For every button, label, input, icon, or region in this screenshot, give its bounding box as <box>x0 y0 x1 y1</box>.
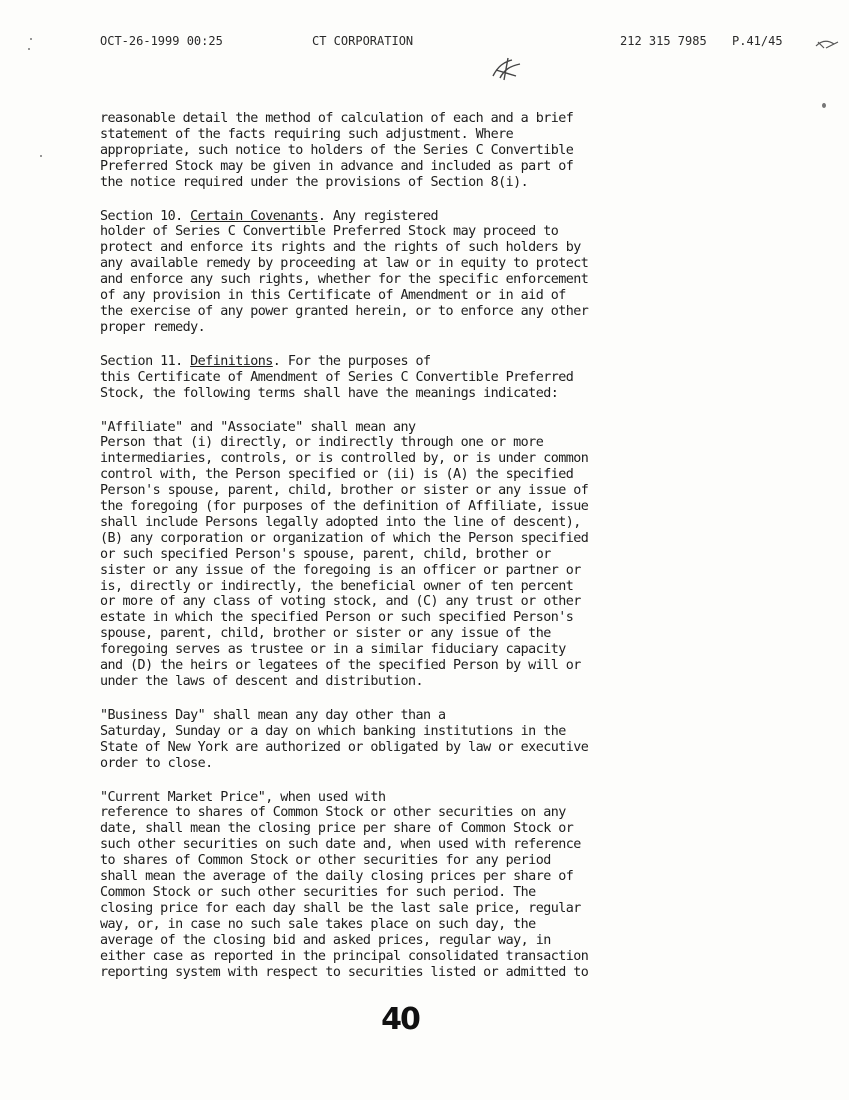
definition-current-market-price: "Current Market Price", when used with reference to shares of Common Stock or other securities on any date, shall mean the closing price per share of Common Stock or such other securities on such date and, when used with reference to shares of Common Stock or other securities for any period shall mean the average of the daily closing prices per share of Common Stock or such other securities for such period. The closing price for each day shall be the last sale price, regular way, or, in case no such sale takes place on such day, the average of the closing bid and asked prices, regular way, in either case as reported in the principal consolidated transaction reporting system with respect to securities listed or admitted to <box>100 789 589 980</box>
corner-mark-icon <box>814 36 842 52</box>
fax-phone: 212 315 7985 <box>620 34 707 48</box>
section-10-label: Section 10. <box>100 208 191 224</box>
fax-sender: CT CORPORATION <box>312 34 414 48</box>
section-10-body: . Any registered holder of Series C Convertible Preferred Stock may proceed to protect and enforce its rights and the rights of such holders by any available remedy by proceeding at law or in equity to protect and enforce any such rights, whether for the specific enforcement of any provision in this Certificate of Amendment or in aid of the exercise of any power granted herein, or to enforce any other proper remedy. <box>100 208 589 335</box>
page-number: 40 <box>381 1002 419 1037</box>
section-10-heading: Certain Covenants <box>190 208 318 224</box>
fax-header <box>100 34 800 52</box>
section-10-paragraph <box>100 209 742 336</box>
definition-affiliate: "Affiliate" and "Associate" shall mean any Person that (i) directly, or indirectly through one or more intermediaries, controls, or is controlled by, or is under common control with, the Person specified or (ii) is (A) the specified Person's spouse, parent, child, brother or sister or any issue of the foregoing (for purposes of the definition of Affiliate, issue shall include Persons legally adopted into the line of descent), (B) any corporation or organization of which the Person specified or such specified Person's spouse, parent, child, brother or sister or any issue of the foregoing is an officer or partner or is, directly or indirectly, the beneficial owner of ten percent or more of any class of voting stock, and (C) any trust or other estate in which the specified Person or such specified Person's spouse, parent, child, brother or sister or any issue of the foregoing serves as trustee or in a similar fiduciary capacity and (D) the heirs or legatees of the specified Person by will or under the laws of descent and distribution. <box>100 419 589 689</box>
scan-speck <box>822 103 826 108</box>
fax-date-time: OCT-26-1999 00:25 <box>100 34 223 48</box>
scan-speck <box>40 155 42 157</box>
scan-speck <box>30 38 32 40</box>
document-body <box>100 111 742 998</box>
scan-speck <box>28 48 30 50</box>
section-11-body: . For the purposes of this Certificate of Amendment of Series C Convertible Preferred Stock, the following terms shall have the meanings indicated: <box>100 353 574 401</box>
paragraph-adjustment-notice: reasonable detail the method of calculation of each and a brief statement of the facts requiring such adjustment. Where appropriate, such notice to holders of the Series C Convertible Preferred Stock may be given in advance and included as part of the notice required under the provisions of Section 8(i). <box>100 111 574 190</box>
section-11-label: Section 11. <box>100 353 191 369</box>
section-11-heading: Definitions <box>190 353 273 369</box>
fax-page-count: P.41/45 <box>732 34 783 48</box>
section-11-paragraph <box>100 354 742 402</box>
stamp-mark-icon <box>490 56 524 82</box>
definition-business-day: "Business Day" shall mean any day other than a Saturday, Sunday or a day on which banking institutions in the State of New York are authorized or obligated by law or executive order to close. <box>100 707 589 771</box>
